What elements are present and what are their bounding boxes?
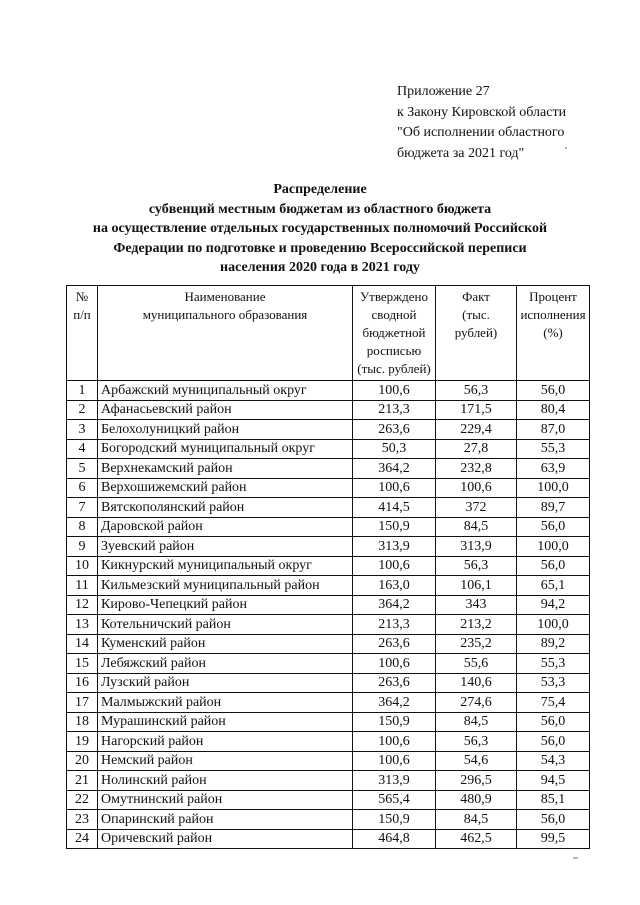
cell-no: 8 [67,517,98,537]
table-row [67,537,590,557]
cell-fact: 213,2 [436,615,517,635]
cell-percent: 85,1 [517,790,590,810]
cell-percent: 65,1 [517,576,590,596]
appendix-line: "Об исполнении областного [397,125,565,140]
cell-fact: 372 [436,498,517,518]
cell-name: Арбажский муниципальный округ [98,381,353,401]
cell-fact: 84,5 [436,712,517,732]
cell-plan: 163,0 [353,576,436,596]
cell-no: 19 [67,732,98,752]
cell-fact: 235,2 [436,634,517,654]
cell-percent: 56,0 [517,810,590,830]
cell-plan: 263,6 [353,673,436,693]
cell-name: Верхошижемский район [98,478,353,498]
table-row [67,595,590,615]
cell-plan: 100,6 [353,556,436,576]
cell-name: Омутнинский район [98,790,353,810]
title-line: субвенций местным бюджетам из областного бюджета [148,201,492,217]
cell-no: 10 [67,556,98,576]
table-row [67,517,590,537]
cell-plan: 364,2 [353,459,436,479]
header-percent: Процент исполнения (%) [517,286,590,381]
cell-fact: 55,6 [436,654,517,674]
cell-percent: 56,0 [517,712,590,732]
title-line: Федерации по подготовке и проведению Всероссийской переписи [113,240,527,256]
cell-fact: 343 [436,595,517,615]
cell-percent: 100,0 [517,615,590,635]
cell-name: Немский район [98,751,353,771]
cell-percent: 56,0 [517,381,590,401]
cell-no: 13 [67,615,98,635]
cell-fact: 140,6 [436,673,517,693]
cell-plan: 213,3 [353,615,436,635]
table-row [67,712,590,732]
cell-percent: 56,0 [517,732,590,752]
cell-percent: 87,0 [517,420,590,440]
cell-no: 7 [67,498,98,518]
cell-plan: 100,6 [353,732,436,752]
cell-name: Оричевский район [98,829,353,849]
subvention-table [66,285,590,849]
cell-plan: 565,4 [353,790,436,810]
table-row [67,478,590,498]
cell-plan: 100,6 [353,654,436,674]
cell-plan: 100,6 [353,381,436,401]
cell-percent: 63,9 [517,459,590,479]
cell-plan: 100,6 [353,751,436,771]
cell-plan: 150,9 [353,517,436,537]
table-row [67,673,590,693]
cell-percent: 94,2 [517,595,590,615]
cell-percent: 56,0 [517,517,590,537]
header-fact: Факт (тыс. рублей) [436,286,517,381]
cell-fact: 100,6 [436,478,517,498]
cell-fact: 232,8 [436,459,517,479]
appendix-line: к Закону Кировской области [397,104,567,120]
table-row [67,576,590,596]
cell-plan: 150,9 [353,810,436,830]
cell-no: 9 [67,537,98,557]
cell-fact: 171,5 [436,400,517,420]
title-line: населения 2020 года в 2021 году [220,260,420,275]
cell-name: Нагорский район [98,732,353,752]
cell-fact: 229,4 [436,420,517,440]
cell-plan: 213,3 [353,400,436,420]
table-row [67,615,590,635]
cell-fact: 84,5 [436,517,517,537]
cell-plan: 464,8 [353,829,436,849]
cell-plan: 414,5 [353,498,436,518]
table-row [67,556,590,576]
cell-name: Белохолуницкий район [98,420,353,440]
cell-no: 6 [67,478,98,498]
table-row [67,732,590,752]
table-row [67,751,590,771]
cell-no: 17 [67,693,98,713]
cell-name: Котельничский район [98,615,353,635]
cell-no: 23 [67,810,98,830]
cell-plan: 263,6 [353,420,436,440]
cell-no: 22 [67,790,98,810]
cell-name: Верхнекамский район [98,459,353,479]
cell-name: Кильмезский муниципальный район [98,576,353,596]
cell-name: Богородский муниципальный округ [98,439,353,459]
table-row [67,693,590,713]
header-name: Наименование муниципального образования [98,286,353,381]
cell-percent: 53,3 [517,673,590,693]
cell-fact: 462,5 [436,829,517,849]
cell-plan: 364,2 [353,693,436,713]
document-title [0,180,640,278]
table-row [67,829,590,849]
cell-fact: 27,8 [436,439,517,459]
table-header-row [67,286,590,381]
cell-plan: 313,9 [353,537,436,557]
header-plan: Утверждено сводной бюджетной росписью (тыс. рублей) [353,286,436,381]
cell-no: 20 [67,751,98,771]
cell-no: 11 [67,576,98,596]
cell-no: 3 [67,420,98,440]
cell-no: 2 [67,400,98,420]
cell-percent: 99,5 [517,829,590,849]
cell-fact: 56,3 [436,732,517,752]
cell-fact: 480,9 [436,790,517,810]
title-line: на осуществление отдельных государственных полномочий Российской [92,221,548,236]
cell-name: Куменский район [98,634,353,654]
cell-name: Зуевский район [98,537,353,557]
cell-plan: 50,3 [353,439,436,459]
cell-no: 15 [67,654,98,674]
table-row [67,439,590,459]
cell-plan: 100,6 [353,478,436,498]
cell-percent: 80,4 [517,400,590,420]
cell-percent: 100,0 [517,537,590,557]
cell-fact: 274,6 [436,693,517,713]
cell-no: 18 [67,712,98,732]
cell-fact: 296,5 [436,771,517,791]
cell-fact: 56,3 [436,556,517,576]
table-row [67,634,590,654]
cell-name: Афанасьевский район [98,400,353,420]
table-row [67,790,590,810]
cell-percent: 55,3 [517,439,590,459]
cell-name: Нолинский район [98,771,353,791]
cell-name: Вятскополянский район [98,498,353,518]
cell-no: 14 [67,634,98,654]
table-row [67,771,590,791]
cell-plan: 150,9 [353,712,436,732]
cell-name: Лузский район [98,673,353,693]
cell-no: 16 [67,673,98,693]
cell-no: 5 [67,459,98,479]
cell-plan: 263,6 [353,634,436,654]
cell-name: Кирово-Чепецкий район [98,595,353,615]
cell-fact: 313,9 [436,537,517,557]
cell-fact: 106,1 [436,576,517,596]
cell-fact: 84,5 [436,810,517,830]
cell-plan: 313,9 [353,771,436,791]
cell-no: 4 [67,439,98,459]
cell-percent: 75,4 [517,693,590,713]
table-row [67,498,590,518]
cell-plan: 364,2 [353,595,436,615]
table-row [67,381,590,401]
cell-name: Даровской район [98,517,353,537]
table-row [67,420,590,440]
cell-no: 1 [67,381,98,401]
cell-no: 21 [67,771,98,791]
table-row [67,810,590,830]
table-row [67,400,590,420]
cell-name: Малмыжский район [98,693,353,713]
header-no: № п/п [67,286,98,381]
cell-name: Лебяжский район [98,654,353,674]
cell-name: Опаринский район [98,810,353,830]
cell-percent: 54,3 [517,751,590,771]
cell-no: 12 [67,595,98,615]
cell-percent: 100,0 [517,478,590,498]
cell-fact: 54,6 [436,751,517,771]
cell-percent: 89,7 [517,498,590,518]
table-body [67,381,590,849]
table-row [67,459,590,479]
appendix-line: Приложение 27 [397,84,490,99]
table-row [67,654,590,674]
cell-name: Кикнурский муниципальный округ [98,556,353,576]
cell-no: 24 [67,829,98,849]
title-line: Распределение [273,182,367,197]
cell-name: Мурашинский район [98,712,353,732]
cell-percent: 89,2 [517,634,590,654]
appendix-note [397,82,627,164]
cell-fact: 56,3 [436,381,517,401]
cell-percent: 55,3 [517,654,590,674]
appendix-line: бюджета за 2021 год" [397,145,525,161]
cell-percent: 94,5 [517,771,590,791]
cell-percent: 56,0 [517,556,590,576]
